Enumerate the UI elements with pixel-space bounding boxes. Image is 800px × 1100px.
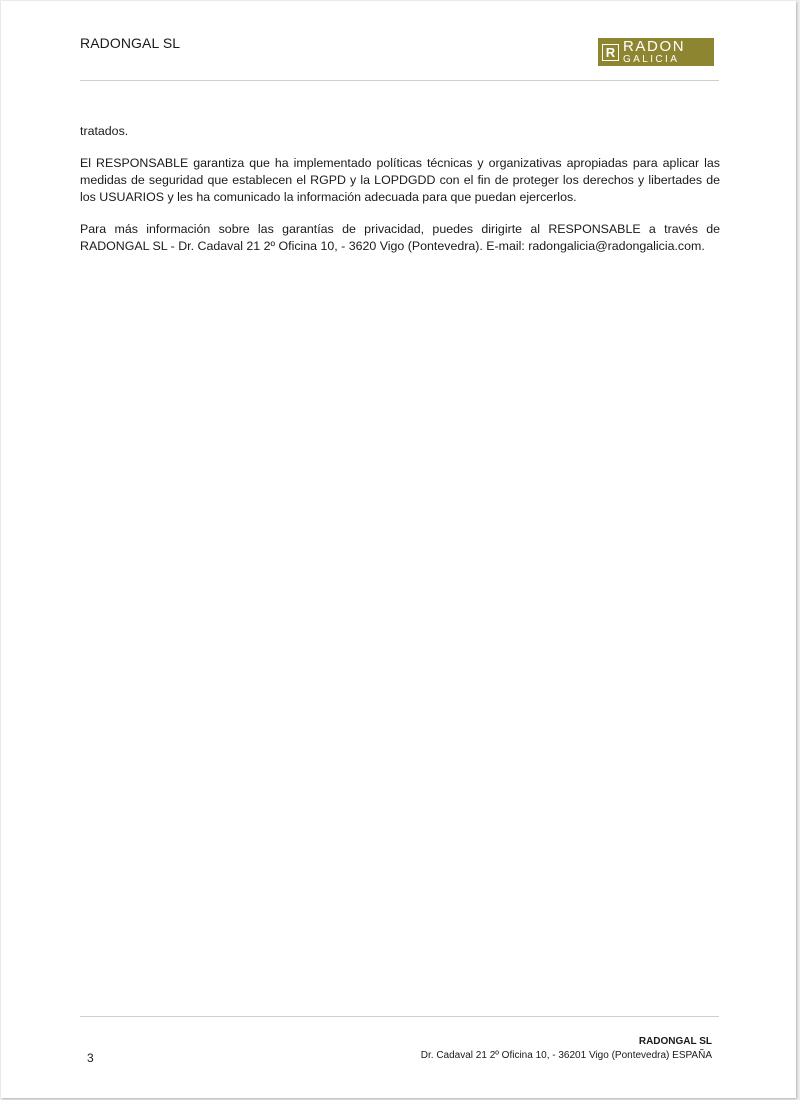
radon-galicia-logo: [598, 38, 714, 66]
page-number: 3: [87, 1051, 94, 1065]
logo-line-1: RADON: [623, 38, 686, 55]
paragraph-3: Para más información sobre las garantías de privacidad, puedes dirigirte al RESPONSABLE a través de RADONGAL SL - Dr. Cadaval 21 2º Oficina 10, - 3620 Vigo (Pontevedra). E-mail: radongalicia@radongalicia.com.: [80, 222, 720, 253]
header-divider: [80, 80, 719, 81]
document-page: [1, 1, 796, 1098]
footer-info: [421, 1035, 712, 1063]
header-company-name: RADONGAL SL: [80, 35, 181, 51]
paragraph-2: El RESPONSABLE garantiza que ha implementado políticas técnicas y organizativas apropiadas para aplicar las medidas de seguridad que establecen el RGPD y la LOPDGDD con el fin de proteger los derechos y libertades de los USUARIOS y les ha comunicado la información adecuada para que puedan ejercerlos.: [80, 156, 720, 204]
document-body: [80, 123, 720, 270]
logo-letter-mark: R: [602, 44, 619, 61]
footer-company-name: RADONGAL SL: [638, 1036, 712, 1047]
logo-wordmark: [623, 39, 685, 65]
footer-divider: [80, 1016, 719, 1017]
logo-line-2: GALICIA: [623, 54, 680, 65]
paragraph-1: tratados.: [80, 124, 129, 138]
footer-address: Dr. Cadaval 21 2º Oficina 10, - 36201 Vigo (Pontevedra) ESPAÑA: [420, 1050, 712, 1061]
